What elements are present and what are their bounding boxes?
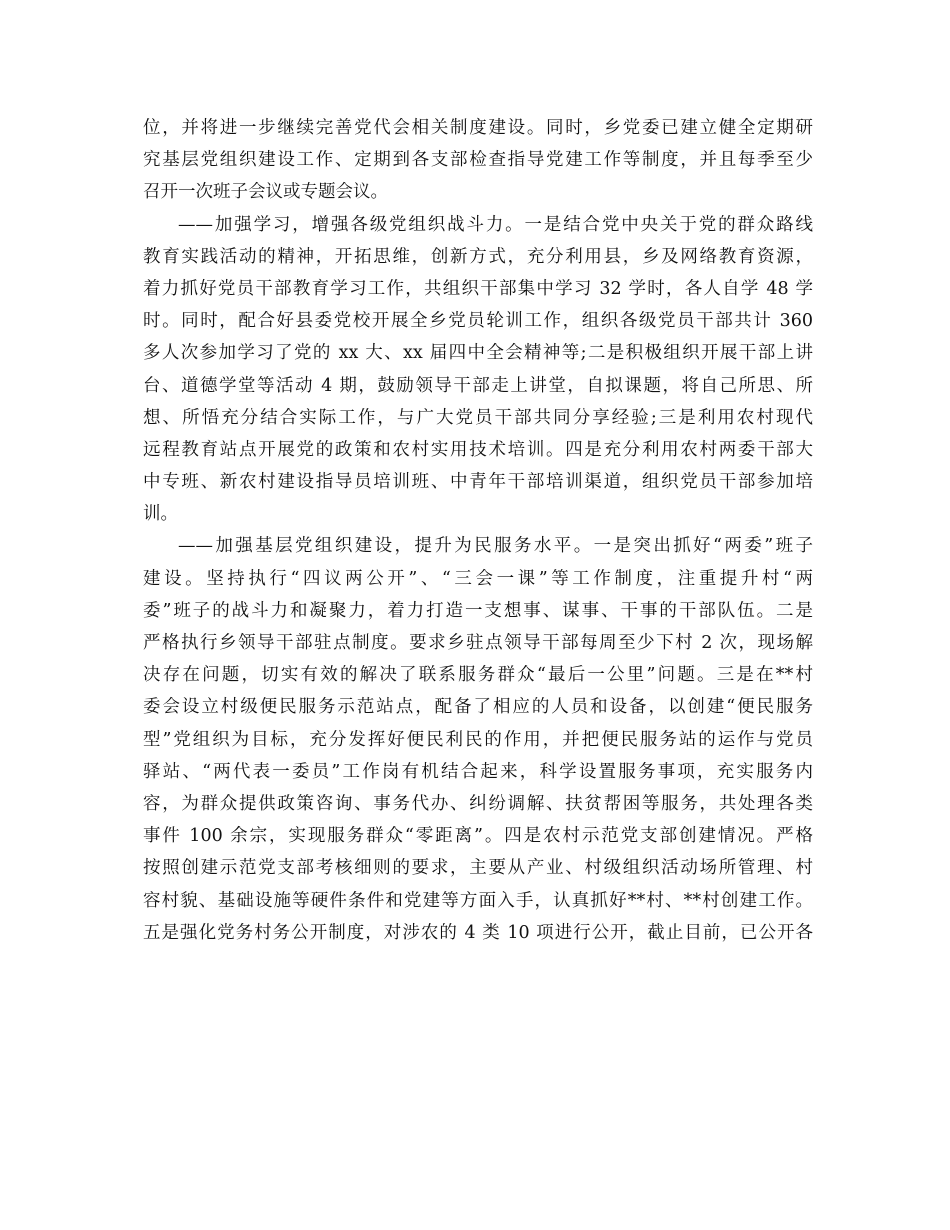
text-line: 时。同时，配合好县委党校开展全乡党员轮训工作，组织各级党员干部共计 360 bbox=[143, 311, 813, 332]
text-line: 严格执行乡领导干部驻点制度。要求乡驻点领导干部每周至少下村 2 次，现场解 bbox=[143, 633, 813, 653]
text-line: 建设。坚持执行“四议两公开”、“三会一课”等工作制度，注重提升村“两 bbox=[143, 568, 813, 589]
text-line: 中专班、新农村建设指导员培训班、中青年干部培训渠道，组织党员干部参加培 bbox=[143, 472, 813, 493]
text-line: 委会设立村级便民服务示范站点，配备了相应的人员和设备，以创建“便民服务 bbox=[143, 697, 813, 718]
body-text bbox=[143, 112, 813, 949]
text-line: 五是强化党务村务公开制度，对涉农的 4 类 10 项进行公开，截止目前，已公开各 bbox=[143, 922, 813, 943]
text-line: ——加强学习，增强各级党组织战斗力。一是结合党中央关于党的群众路线 bbox=[178, 214, 813, 235]
text-line: 训。 bbox=[143, 504, 178, 525]
text-line: 驿站、“两代表一委员”工作岗有机结合起来，科学设置服务事项，充实服务内 bbox=[143, 761, 813, 782]
text-line: 位，并将进一步继续完善党代会相关制度建设。同时，乡党委已建立健全定期研 bbox=[143, 118, 813, 138]
text-line: 型”党组织为目标，充分发挥好便民利民的作用，并把便民服务站的运作与党员 bbox=[143, 729, 813, 750]
text-line: 多人次参加学习了党的 xx 大、xx 届四中全会精神等;二是积极组织开展干部上讲 bbox=[143, 343, 813, 364]
text-line: 召开一次班子会议或专题会议。 bbox=[143, 182, 388, 203]
text-line: 委”班子的战斗力和凝聚力，着力打造一支想事、谋事、干事的干部队伍。二是 bbox=[143, 600, 813, 621]
text-line: 事件 100 余宗，实现服务群众“零距离”。四是农村示范党支部创建情况。严格 bbox=[143, 826, 813, 847]
text-line: 按照创建示范党支部考核细则的要求，主要从产业、村级组织活动场所管理、村 bbox=[143, 858, 813, 879]
text-line: 远程教育站点开展党的政策和农村实用技术培训。四是充分利用农村两委干部大 bbox=[143, 439, 813, 460]
text-line: 究基层党组织建设工作、定期到各支部检查指导党建工作等制度，并且每季至少 bbox=[143, 150, 813, 171]
text-line: ——加强基层党组织建设，提升为民服务水平。一是突出抓好“两委”班子 bbox=[178, 536, 813, 557]
text-line: 想、所悟充分结合实际工作，与广大党员干部共同分享经验;三是利用农村现代 bbox=[143, 407, 813, 428]
text-line: 着力抓好党员干部教育学习工作，共组织干部集中学习 32 学时，各人自学 48 学 bbox=[143, 278, 813, 299]
text-line: 决存在问题，切实有效的解决了联系服务群众“最后一公里”问题。三是在**村 bbox=[143, 665, 813, 686]
text-line: 容村貌、基础设施等硬件条件和党建等方面入手，认真抓好**村、**村创建工作。 bbox=[143, 890, 813, 911]
text-line: 容，为群众提供政策咨询、事务代办、纠纷调解、扶贫帮困等服务，共处理各类 bbox=[143, 793, 813, 814]
text-line: 教育实践活动的精神，开拓思维，创新方式，充分利用县，乡及网络教育资源， bbox=[143, 246, 813, 267]
text-line: 台、道德学堂等活动 4 期，鼓励领导干部走上讲堂，自拟课题，将自己所思、所 bbox=[143, 375, 813, 396]
